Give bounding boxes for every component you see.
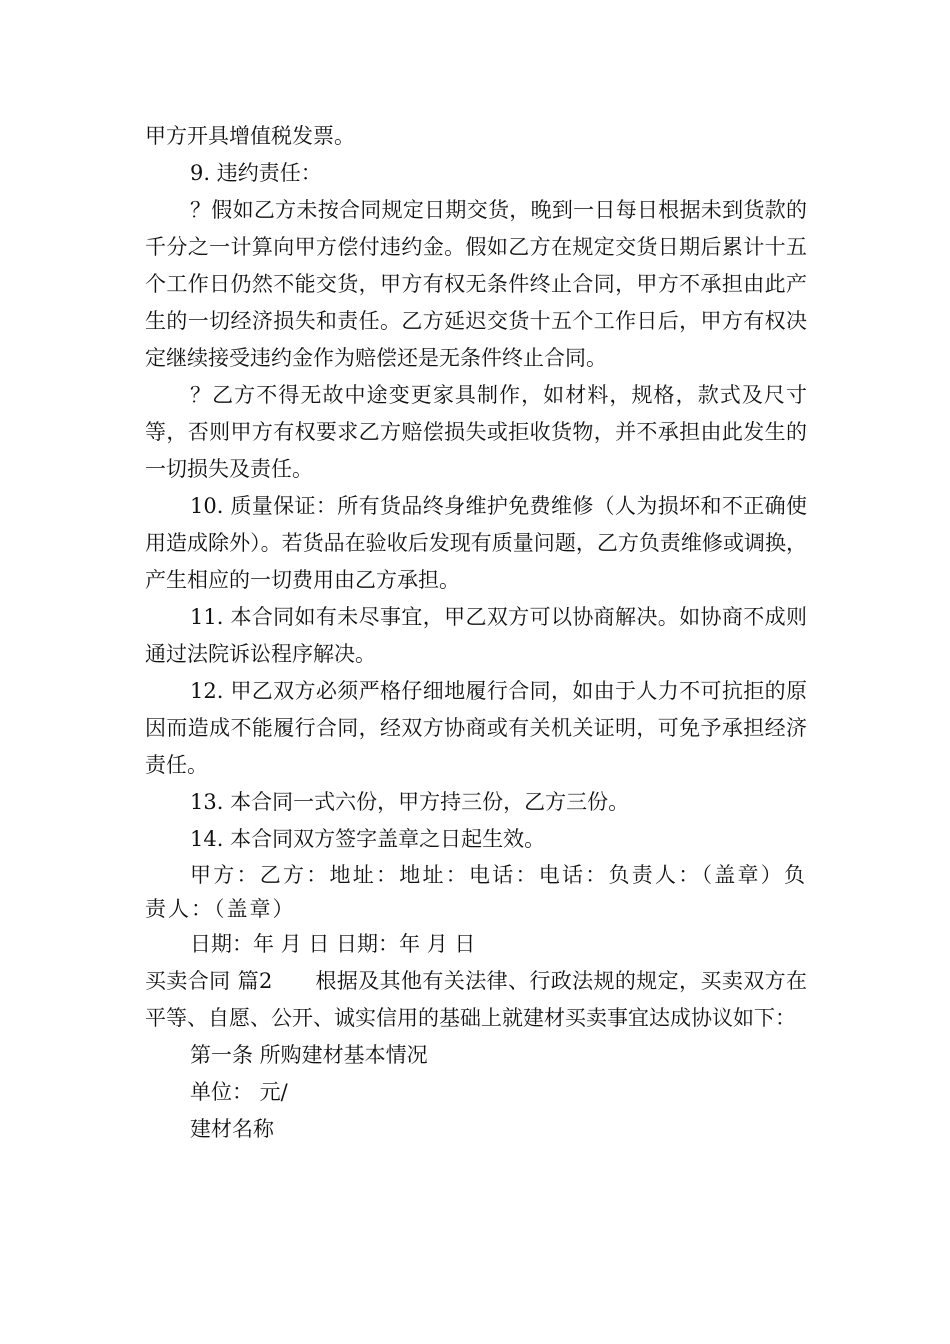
- clause-11-disputes: 11. 本合同如有未尽事宜，甲乙双方可以协商解决。如协商不成则通过法院诉讼程序解决。: [145, 605, 807, 666]
- date-line: 日期：年 月 日 日期：年 月 日: [190, 932, 476, 956]
- signature-block: 甲方：乙方：地址：地址：电话：电话：负责人：（盖章）负责人：（盖章）: [145, 863, 807, 921]
- clause-10-quality: 10. 质量保证：所有货品终身维护免费维修（人为损坏和不正确使用造成除外）。若货品在验收后发现有质量问题，乙方负责维修或调换，产生相应的一切费用由乙方承担。: [145, 494, 807, 592]
- material-name-label: 建材名称: [190, 1117, 274, 1141]
- clause-12-force-majeure: 12. 甲乙双方必须严格仔细地履行合同，如由于人力不可抗拒的原因而造成不能履行合同，经双方协商或有关机关证明，可免予承担经济责任。: [145, 679, 807, 777]
- unit-line: 单位： 元/: [190, 1080, 288, 1104]
- clause-13-copies: 13. 本合同一式六份，甲方持三份，乙方三份。: [190, 790, 630, 814]
- clause-9-heading: 9. 违约责任：: [190, 161, 322, 185]
- article-1-heading: 第一条 所购建材基本情况: [190, 1043, 428, 1067]
- contract-2-intro: 买卖合同 篇2 根据及其他有关法律、行政法规的规定，买卖双方在平等、自愿、公开、诚实信用的基础上就建材买卖事宜达成协议如下：: [145, 969, 807, 1030]
- paragraph-invoice: 甲方开具增值税发票。: [145, 124, 355, 148]
- clause-14-effective: 14. 本合同双方签字盖章之日起生效。: [190, 827, 546, 851]
- clause-9-no-changes: ？乙方不得无故中途变更家具制作，如材料，规格，款式及尺寸等，否则甲方有权要求乙方赔偿损失或拒收货物，并不承担由此发生的一切损失及责任。: [145, 383, 807, 481]
- document-page: [145, 118, 807, 1148]
- clause-9-late-delivery: ？假如乙方未按合同规定日期交货，晚到一日每日根据未到货款的千分之一计算向甲方偿付违约金。假如乙方在规定交货日期后累计十五个工作日仍然不能交货，甲方有权无条件终止合同，甲方不承担由此产生的一切经济损失和责任。乙方延迟交货十五个工作日后，甲方有权决定继续接受违约金作为赔偿还是无条件终止合同。: [145, 198, 807, 370]
